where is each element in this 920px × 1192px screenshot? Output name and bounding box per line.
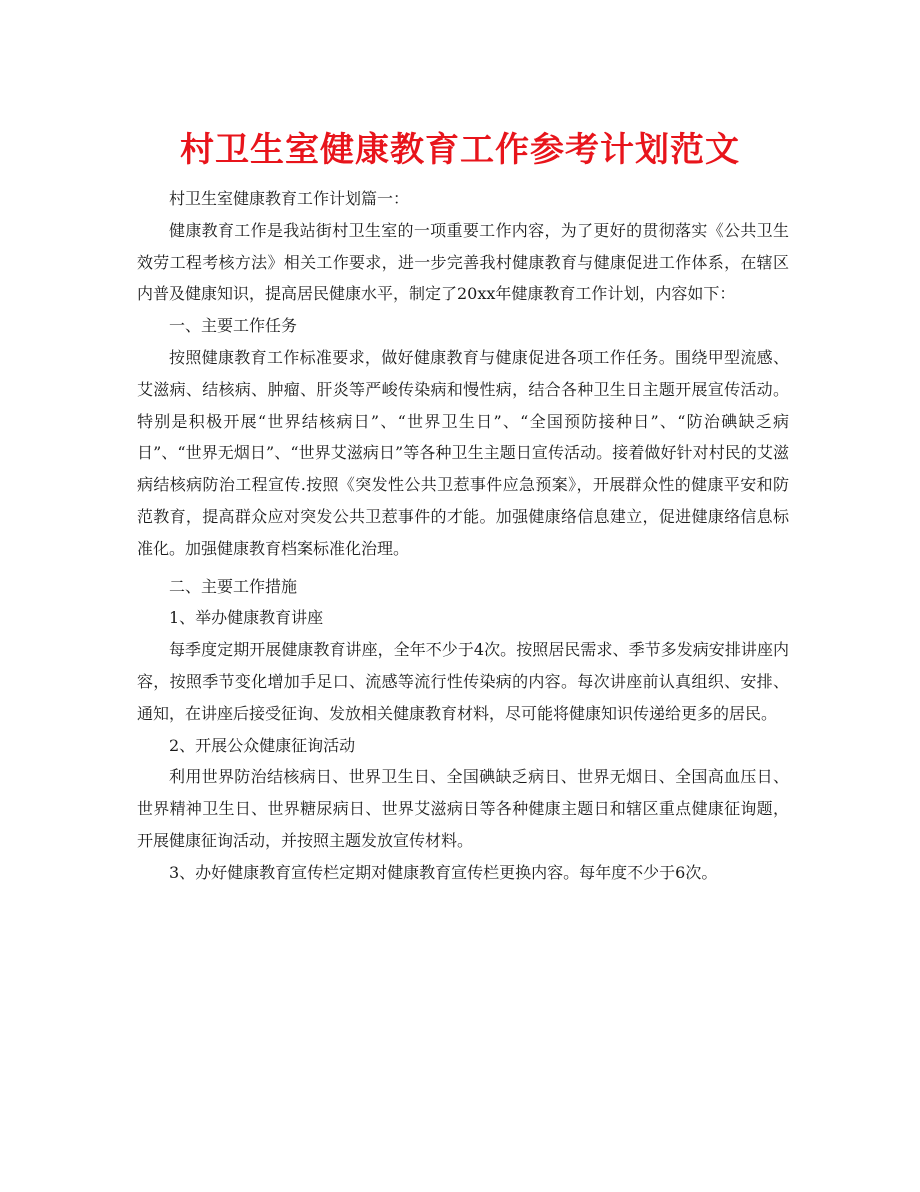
section-heading-tasks: 一、主要工作任务 [169,316,298,336]
subheading-lectures: 1、举办健康教育讲座 [169,608,324,628]
paragraph-intro: 健康教育工作是我站街村卫生室的一项重要工作内容，为了更好的贯彻落实《公共卫生效劳工程考核方法》相关工作要求，进一步完善我村健康教育与健康促进工作体系，在辖区内普及健康知识，提高居民健康水平，制定了20xx年健康教育工作计划，内容如下： [137,220,789,304]
paragraph-consultation: 利用世界防治结核病日、世界卫生日、全国碘缺乏病日、世界无烟日、全国高血压日、世界精神卫生日、世界糖尿病日、世界艾滋病日等各种健康主题日和辖区重点健康征询题，开展健康征询活动，并按照主题发放宣传材料。 [137,767,789,850]
document-title: 村卫生室健康教育工作参考计划范文 [180,130,740,170]
paragraph-plan-heading: 村卫生室健康教育工作计划篇一： [169,189,410,208]
paragraph-tasks: 按照健康教育工作标准要求，做好健康教育与健康促进各项工作任务。围绕甲型流感、艾滋病、结核病、肿瘤、肝炎等严峻传染病和慢性病，结合各种卫生日主题开展宣传活动。特别是积极开展“世界结核病日”、“世界卫生日”、“全国预防接种日”、“防治碘缺乏病日”、“世界无烟日”、“世界艾滋病日”等各种卫生主题日宣传活动。接着做好针对村民的艾滋病结核病防治工程宣传.按照《突发性公共卫惹事件应急预案》，开展群众性的健康平安和防范教育，提高群众应对突发公共卫惹事件的才能。加强健康络信息建立，促进健康络信息标准化。加强健康教育档案标准化治理。 [137,347,789,558]
paragraph-bulletin-board: 3、办好健康教育宣传栏定期对健康教育宣传栏更换内容。每年度不少于6次。 [169,862,718,882]
paragraph-lectures: 每季度定期开展健康教育讲座，全年不少于4次。按照居民需求、季节多发病安排讲座内容，按照季节变化增加手足口、流感等流行性传染病的内容。每次讲座前认真组织、安排、通知，在讲座后接受征询、发放相关健康教育材料，尽可能将健康知识传递给更多的居民。 [137,640,789,723]
document-body [137,183,789,889]
subheading-consultation: 2、开展公众健康征询活动 [169,735,356,755]
section-heading-measures: 二、主要工作措施 [169,576,298,596]
